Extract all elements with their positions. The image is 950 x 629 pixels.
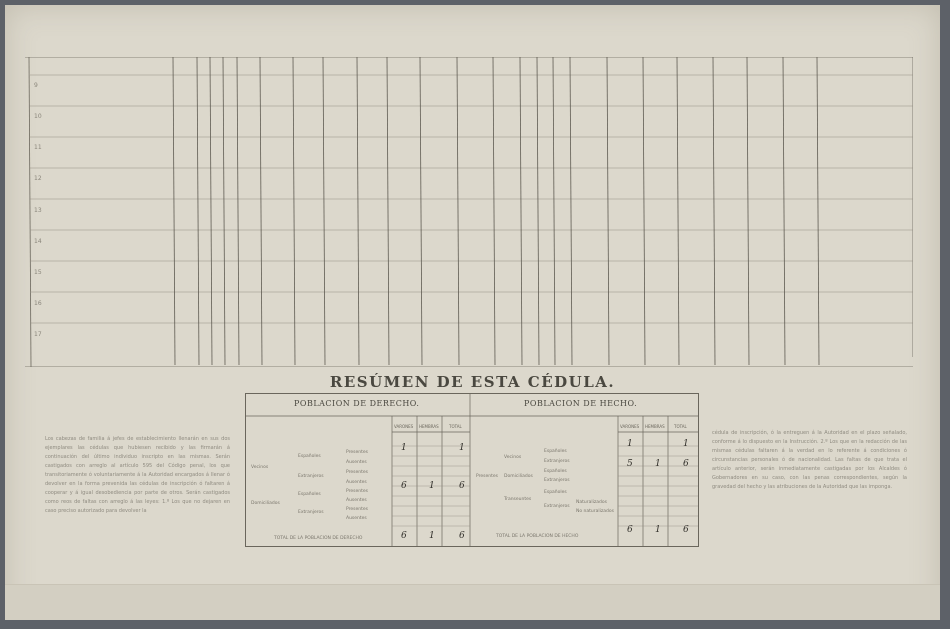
note-right: cédula de inscripción, ó la entreguen á la Autoridad en el plazo señalado, conforme á lo dispuesto en la Instrucción. 2.º Los que en la redacción de las mismas cédulas faltaren á la verdad en lo referente á condiciones ó circunstancias personales ó de nacionalidad. Las faltas de que trata el artículo anterior, serán inmediatamente castigadas por los Alcaldes ó Gobernadores en su caso, con las penas correspondientes, según la gravedad del hecho y las atribuciones de la Autoridad que las imponga.: [712, 430, 907, 490]
label-naturalizados: Naturalizados: [576, 500, 607, 505]
summary-table-lines: [246, 394, 698, 546]
label-extranjeros: Extranjeros: [544, 478, 570, 483]
derecho-col-total: TOTAL: [449, 424, 462, 429]
label-ausentes: Ausentes: [346, 460, 367, 465]
grid-column-line: [783, 57, 785, 365]
grid-column-line: [260, 57, 262, 365]
grid-column-line: [197, 57, 199, 365]
label-ausentes: Ausentes: [346, 498, 367, 503]
label-espanoles: Españoles: [298, 492, 321, 497]
hecho-r1-varones: 1: [627, 439, 633, 449]
grid-column-line: [173, 57, 175, 365]
derecho-total-label: TOTAL DE LA POBLACION DE DERECHO: [274, 536, 363, 541]
derecho-r5-varones: 6: [401, 481, 407, 491]
register-grid: [25, 57, 913, 367]
grid-column-line: [537, 57, 539, 365]
census-sheet: [5, 5, 940, 620]
derecho-total-varones: 6: [401, 531, 407, 541]
grid-column-line: [570, 57, 572, 365]
paper-lower-edge: [5, 584, 940, 620]
derecho-r1-total: 1: [459, 443, 465, 453]
grid-column-line: [293, 57, 295, 365]
derecho-heading: POBLACION DE DERECHO.: [294, 399, 420, 408]
derecho-col-varones: VARONES: [394, 424, 414, 429]
label-presentes: Presentes: [476, 474, 498, 479]
row-number: 11: [34, 144, 42, 151]
hecho-total-hembras: 1: [655, 525, 661, 535]
label-domiciliados: Domiciliados: [504, 474, 533, 479]
grid-column-line: [747, 57, 749, 365]
label-espanoles: Españoles: [544, 490, 567, 495]
label-presentes: Presentes: [346, 470, 368, 475]
grid-column-line: [677, 57, 679, 365]
label-extranjeros: Extranjeros: [298, 510, 324, 515]
label-transeuntes: Transeuntes: [504, 497, 532, 502]
label-ausentes: Ausentes: [346, 516, 367, 521]
derecho-r5-hembras: 1: [429, 481, 435, 491]
label-vecinos: Vecinos: [504, 455, 522, 460]
derecho-total-total: 6: [459, 531, 465, 541]
hecho-col-varones: VARONES: [620, 424, 640, 429]
grid-column-line: [643, 57, 645, 365]
label-vecinos: Vecinos: [251, 465, 269, 470]
label-espanoles: Españoles: [544, 449, 567, 454]
row-number: 16: [34, 300, 42, 307]
row-number: 14: [34, 238, 42, 245]
row-number: 17: [34, 331, 42, 338]
grid-column-line: [457, 57, 459, 365]
row-number: 15: [34, 269, 42, 276]
hecho-total-label: TOTAL DE LA POBLACION DE HECHO: [496, 534, 579, 539]
derecho-r1-varones: 1: [401, 443, 407, 453]
hecho-total-total: 6: [683, 525, 689, 535]
grid-column-line: [817, 57, 819, 365]
label-espanoles: Españoles: [544, 469, 567, 474]
grid-column-line: [420, 57, 422, 365]
label-presentes: Presentes: [346, 450, 368, 455]
summary-table: [245, 393, 699, 547]
hecho-col-hembras: HEMBRAS: [645, 424, 665, 429]
grid-column-line: [553, 57, 555, 365]
grid-column-line: [323, 57, 325, 365]
label-extranjeros: Extranjeros: [544, 459, 570, 464]
label-presentes: Presentes: [346, 507, 368, 512]
hecho-col-total: TOTAL: [674, 424, 687, 429]
derecho-r5-total: 6: [459, 481, 465, 491]
row-number: 12: [34, 175, 42, 182]
row-number: 13: [34, 207, 42, 214]
grid-column-line: [387, 57, 389, 365]
hecho-r3-varones: 5: [627, 459, 633, 469]
hecho-r3-total: 6: [683, 459, 689, 469]
grid-column-line: [713, 57, 715, 365]
note-left: Los cabezas de familia á jefes de establecimiento llenarán en sus dos ejemplares las cédulas que hubiesen recibido y las firmarán á continuación del último individuo inscripto en las mismas. Serán castigados con arreglo al artículo 595 del Código penal, los que transitoriamente ó voluntariamente á la Autoridad encargados á llenar ó devolver en la forma prevenida las cédulas de inscripción ó faltaren á cooperar y á igual desobediencia por parte de otros. Serán castigados como reos de faltas con arreglo á las leyes: 1.º Los que no dejaren en caso preciso autorizado para devolver la: [45, 436, 230, 514]
label-extranjeros: Extranjeros: [298, 474, 324, 479]
grid-column-line: [237, 57, 239, 365]
register-grid-lines: [25, 57, 913, 367]
hecho-r1-total: 1: [683, 439, 689, 449]
label-domiciliados: Domiciliados: [251, 501, 280, 506]
grid-column-line: [493, 57, 495, 365]
summary-title: RESÚMEN DE ESTA CÉDULA.: [329, 373, 616, 391]
derecho-total-hembras: 1: [429, 531, 435, 541]
hecho-r3-hembras: 1: [655, 459, 661, 469]
grid-column-line: [210, 57, 212, 365]
grid-column-line: [520, 57, 522, 365]
grid-column-line: [607, 57, 609, 365]
grid-column-line: [357, 57, 359, 365]
label-espanoles: Españoles: [298, 454, 321, 459]
row-number: 10: [34, 113, 42, 120]
label-extranjeros: Extranjeros: [544, 504, 570, 509]
label-ausentes: Ausentes: [346, 480, 367, 485]
hecho-total-varones: 6: [627, 525, 633, 535]
row-number: 9: [34, 82, 38, 89]
derecho-col-hembras: HEMBRAS: [419, 424, 439, 429]
grid-column-line: [223, 57, 225, 365]
hecho-heading: POBLACION DE HECHO.: [524, 399, 638, 408]
label-no-naturalizados: No naturalizados: [576, 509, 614, 514]
label-presentes: Presentes: [346, 489, 368, 494]
